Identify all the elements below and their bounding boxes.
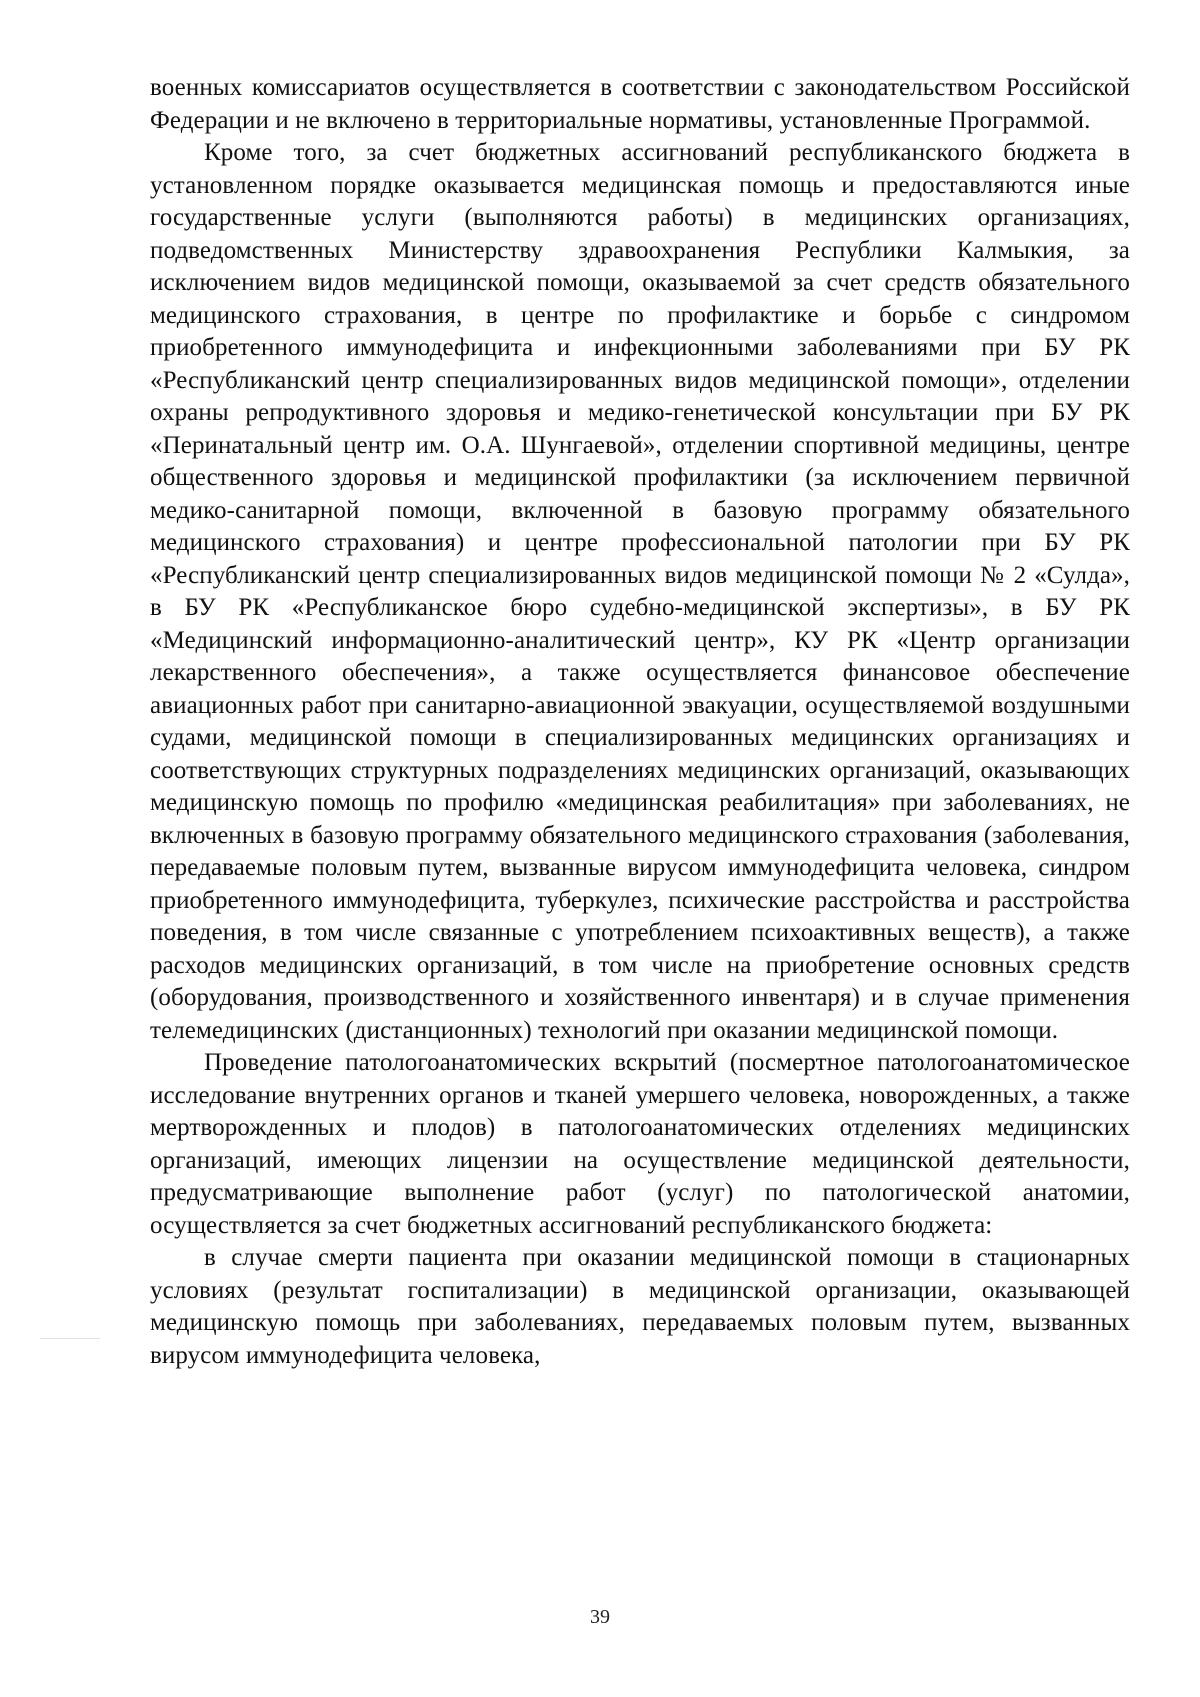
paragraph-autopsies: Проведение патологоанатомических вскрытий (посмертное патологоанатомическое исследование внутренних органов и тканей умершего человека, новорожденных, а также мертворожденных и плодов) в патологоанатомических отделениях медицинских организаций, имеющих лицензии на осуществление медицинской деятельности, предусматривающие выполнение работ (услуг) по патологической анатомии, осуществляется за счет бюджетных ассигнований республиканского бюджета: bbox=[150, 1049, 1130, 1239]
paragraph-budget-funding: Кроме того, за счет бюджетных ассигнований республиканского бюджета в установленном порядке оказывается медицинская помощь и предоставляются иные государственные услуги (выполняются работы) в медицинских организациях, подведомственных Министерству здравоохранения Республики Калмыкия, за исключением видов медицинской помощи, оказываемой за счет средств обязательного медицинского страхования, в центре по профилактике и борьбе с синдромом приобретенного иммунодефицита и инфекционными заболеваниями при БУ РК «Республиканский центр специализированных видов медицинской помощи», отделении охраны репродуктивного здоровья и медико-генетической консультации при БУ РК «Перинатальный центр им. О.А. Шунгаевой», отделении спортивной медицины, центре общественного здоровья и медицинской профилактики (за исключением первичной медико-санитарной помощи, включенной в базовую программу обязательного медицинского страхования) и центре профессиональной патологии при БУ РК «Республиканский центр специализированных видов медицинской помощи № 2 «Сулда», в БУ РК «Республиканское бюро судебно-медицинской экспертизы», в БУ РК «Медицинский информационно-аналитический центр», КУ РК «Центр организации лекарственного обеспечения», а также осуществляется финансовое обеспечение авиационных работ при санитарно-авиационной эвакуации, осуществляемой воздушными судами, медицинской помощи в специализированных медицинских организациях и соответствующих структурных подразделениях медицинских организаций, оказывающих медицинскую помощь по профилю «медицинская реабилитация» при заболеваниях, не включенных в базовую программу обязательного медицинского страхования (заболевания, передаваемые половым путем, вызванные вирусом иммунодефицита человека, синдром приобретенного иммунодефицита, туберкулез, психические расстройства и расстройства поведения, в том числе связанные с употреблением психоактивных веществ), а также расходов медицинских организаций, в том числе на приобретение основных средств (оборудования, производственного и хозяйственного инвентаря) и в случае применения телемедицинских (дистанционных) технологий при оказании медицинской помощи. bbox=[150, 139, 1130, 1044]
document-body bbox=[150, 72, 1130, 1372]
page-number: 39 bbox=[590, 1606, 610, 1628]
paragraph-death-case: в случае смерти пациента при оказании медицинской помощи в стационарных условиях (результат госпитализации) в медицинской организации, оказывающей медицинскую помощь при заболеваниях, передаваемых половым путем, вызванных вирусом иммунодефицита человека, bbox=[150, 1244, 1130, 1369]
scan-artifact-line bbox=[40, 1338, 100, 1339]
paragraph-continuation: военных комиссариатов осуществляется в соответствии с законодательством Российской Федерации и не включено в территориальные нормативы, установленные Программой. bbox=[150, 74, 1130, 134]
